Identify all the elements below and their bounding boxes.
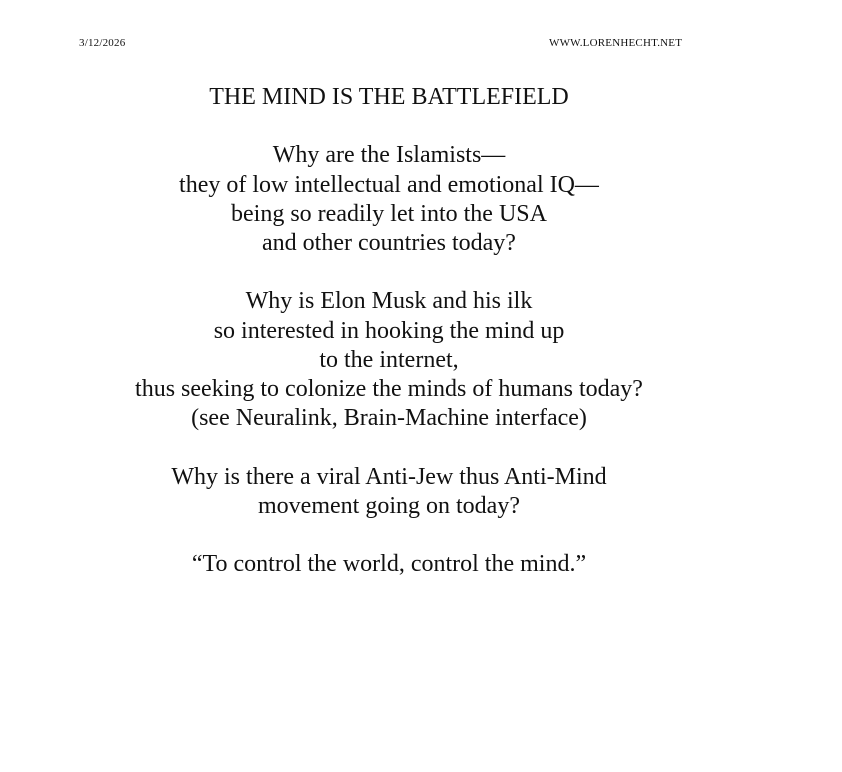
- poem-line: so interested in hooking the mind up: [213, 317, 565, 344]
- poem-line: and other countries today?: [262, 230, 516, 256]
- stanza-break: [79, 521, 699, 550]
- header-website: WWW.LORENHECHT.NET: [549, 37, 683, 49]
- poem-title: THE MIND IS THE BATTLEFIELD: [209, 84, 569, 110]
- stanza-break: [79, 433, 699, 462]
- poem-line: Why is Elon Musk and his ilk: [245, 288, 533, 315]
- poem-line: Why is there a viral Anti-Jew thus Anti-Mind: [171, 463, 607, 490]
- header-date: 3/12/2026: [79, 37, 126, 49]
- stanza-break: [79, 112, 699, 141]
- poem-line: Why are the Islamists—: [272, 142, 506, 169]
- poem-line: they of low intellectual and emotional IQ—: [179, 171, 599, 198]
- poem-body: [79, 83, 699, 579]
- poem-line: thus seeking to colonize the minds of humans today?: [135, 376, 643, 402]
- poem-line: (see Neuralink, Brain-Machine interface): [191, 405, 587, 432]
- stanza-break: [79, 258, 699, 287]
- poem-line: movement going on today?: [258, 492, 520, 519]
- poem-line: being so readily let into the USA: [231, 200, 547, 227]
- poem-line: to the internet,: [319, 346, 459, 373]
- poem-closing-quote: “To control the world, control the mind.”: [191, 551, 587, 578]
